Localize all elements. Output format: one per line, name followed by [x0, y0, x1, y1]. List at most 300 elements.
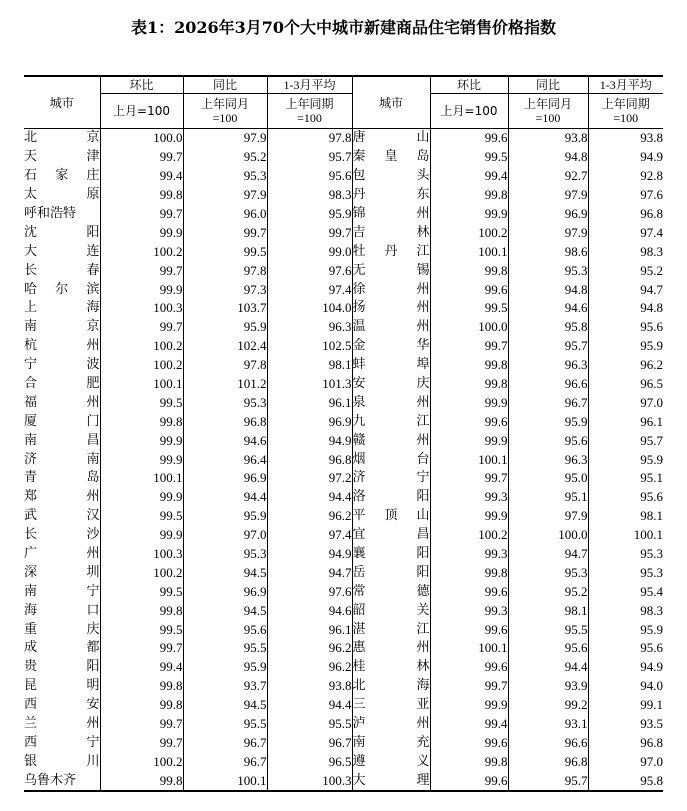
- city-name: [24, 261, 100, 280]
- table-row: [24, 450, 663, 469]
- value-mom: 100.2: [100, 752, 183, 771]
- city-label: 南 宁: [24, 583, 100, 599]
- city-name: [24, 356, 100, 375]
- value-avg: 94.9: [267, 431, 352, 450]
- value-avg: 95.5: [267, 715, 352, 734]
- value-yoy: 98.6: [508, 242, 588, 261]
- value-avg: 100.1: [588, 526, 663, 545]
- city-label: 呼和浩特: [24, 206, 77, 221]
- city-name: [352, 582, 430, 601]
- value-mom: 99.5: [100, 620, 183, 639]
- city-name: [352, 658, 430, 677]
- table-row: [24, 242, 663, 261]
- value-mom: 99.3: [430, 601, 508, 620]
- city-label: 徐 州: [352, 281, 430, 297]
- table-row: [24, 601, 663, 620]
- value-mom: 99.4: [430, 715, 508, 734]
- value-mom: 99.9: [100, 488, 183, 507]
- header-mom-right: 环比: [430, 76, 508, 94]
- city-label: 重 庆: [24, 621, 100, 637]
- table-row: [24, 696, 663, 715]
- city-label: 襄 阳: [352, 546, 430, 562]
- value-avg: 96.8: [267, 450, 352, 469]
- value-avg: 96.5: [267, 752, 352, 771]
- city-name: [352, 280, 430, 299]
- city-name: [24, 186, 100, 205]
- value-mom: 99.5: [100, 507, 183, 526]
- value-yoy: 96.7: [508, 393, 588, 412]
- value-mom: 99.8: [100, 601, 183, 620]
- city-label: 扬 州: [352, 300, 430, 316]
- city-name: [24, 582, 100, 601]
- table-row: [24, 205, 663, 224]
- city-label: 银 川: [24, 753, 100, 769]
- value-yoy: 95.2: [183, 148, 267, 167]
- value-avg: 100.3: [267, 771, 352, 791]
- value-mom: 100.2: [100, 356, 183, 375]
- table-row: [24, 488, 663, 507]
- table-row: [24, 431, 663, 450]
- city-name: [24, 337, 100, 356]
- value-mom: 99.9: [100, 280, 183, 299]
- value-yoy: 95.9: [183, 318, 267, 337]
- value-avg: 104.0: [267, 299, 352, 318]
- table-row: [24, 677, 663, 696]
- value-mom: 100.0: [430, 318, 508, 337]
- city-name: [352, 242, 430, 261]
- city-name: [352, 223, 430, 242]
- value-yoy: 95.3: [508, 261, 588, 280]
- value-avg: 95.2: [588, 261, 663, 280]
- table-row: [24, 337, 663, 356]
- city-name: [352, 261, 430, 280]
- city-label: 常 德: [352, 583, 430, 599]
- table-row: [24, 507, 663, 526]
- value-yoy: 95.6: [183, 620, 267, 639]
- city-name: [24, 563, 100, 582]
- table-row: [24, 356, 663, 375]
- city-label: 韶 关: [352, 602, 430, 618]
- table-title: 表1：2026年3月70个大中城市新建商品住宅销售价格指数: [130, 18, 557, 37]
- value-yoy: 93.9: [508, 677, 588, 696]
- value-yoy: 96.9: [508, 205, 588, 224]
- value-mom: 99.7: [430, 469, 508, 488]
- city-name: [24, 469, 100, 488]
- value-yoy: 95.3: [183, 167, 267, 186]
- value-mom: 99.9: [430, 393, 508, 412]
- city-name: [352, 563, 430, 582]
- city-label: 长 春: [24, 262, 100, 278]
- value-yoy: 100.1: [183, 771, 267, 791]
- value-avg: 96.5: [588, 375, 663, 394]
- city-label: 宁 波: [24, 357, 100, 373]
- value-mom: 100.3: [100, 299, 183, 318]
- price-index-table: [24, 75, 663, 792]
- table-row: [24, 752, 663, 771]
- value-yoy: 99.2: [508, 696, 588, 715]
- value-avg: 95.6: [588, 639, 663, 658]
- city-label: 青 岛: [24, 470, 100, 486]
- city-label: 赣 州: [352, 432, 430, 448]
- value-mom: 100.2: [100, 242, 183, 261]
- value-mom: 99.6: [430, 412, 508, 431]
- value-avg: 95.6: [588, 488, 663, 507]
- value-yoy: 97.9: [508, 223, 588, 242]
- city-name: [352, 526, 430, 545]
- value-avg: 96.1: [267, 620, 352, 639]
- header-yoy-base-right: 上年同月 =100: [508, 94, 588, 129]
- value-mom: 100.2: [100, 337, 183, 356]
- table-row: [24, 223, 663, 242]
- city-label: 北 京: [24, 130, 100, 146]
- city-label: 贵 阳: [24, 659, 100, 675]
- value-mom: 99.7: [100, 205, 183, 224]
- value-yoy: 95.7: [508, 337, 588, 356]
- value-avg: 99.0: [267, 242, 352, 261]
- city-name: [352, 752, 430, 771]
- value-yoy: 95.6: [508, 639, 588, 658]
- city-label: 大 连: [24, 243, 100, 259]
- city-name: [352, 186, 430, 205]
- table-row: [24, 148, 663, 167]
- city-name: [352, 450, 430, 469]
- value-mom: 99.5: [100, 582, 183, 601]
- value-mom: 100.0: [100, 129, 183, 148]
- city-label: 郑 州: [24, 489, 100, 505]
- value-avg: 94.8: [588, 299, 663, 318]
- city-label: 武 汉: [24, 508, 100, 524]
- value-yoy: 100.0: [508, 526, 588, 545]
- value-avg: 95.9: [588, 337, 663, 356]
- city-label: 成 都: [24, 640, 100, 656]
- value-avg: 95.3: [588, 563, 663, 582]
- header-yoy-left: 同比: [183, 76, 267, 94]
- value-avg: 95.7: [267, 148, 352, 167]
- value-mom: 100.2: [100, 563, 183, 582]
- value-mom: 99.5: [430, 148, 508, 167]
- value-avg: 97.6: [588, 186, 663, 205]
- value-mom: 99.9: [100, 431, 183, 450]
- city-name: [24, 393, 100, 412]
- value-mom: 99.6: [430, 620, 508, 639]
- value-mom: 99.6: [430, 771, 508, 791]
- value-avg: 95.3: [588, 545, 663, 564]
- value-avg: 95.6: [267, 167, 352, 186]
- city-label: 惠 州: [352, 640, 430, 656]
- value-mom: 99.9: [430, 431, 508, 450]
- value-yoy: 96.8: [508, 752, 588, 771]
- city-name: [352, 696, 430, 715]
- header-yoy-base-left: 上年同月 =100: [183, 94, 267, 129]
- city-name: [352, 639, 430, 658]
- value-yoy: 103.7: [183, 299, 267, 318]
- value-avg: 98.1: [588, 507, 663, 526]
- value-avg: 99.7: [267, 223, 352, 242]
- value-mom: 99.7: [100, 148, 183, 167]
- city-name: [24, 450, 100, 469]
- header-yoy-right: 同比: [508, 76, 588, 94]
- city-name: [352, 677, 430, 696]
- value-avg: 94.4: [267, 696, 352, 715]
- value-mom: 99.6: [430, 280, 508, 299]
- table-row: [24, 318, 663, 337]
- city-label: 深 圳: [24, 564, 100, 580]
- city-name: [24, 167, 100, 186]
- city-name: [24, 129, 100, 148]
- value-avg: 97.4: [267, 526, 352, 545]
- value-yoy: 95.3: [508, 563, 588, 582]
- city-label: 上 海: [24, 300, 100, 316]
- value-yoy: 94.6: [183, 431, 267, 450]
- value-avg: 96.1: [267, 393, 352, 412]
- value-yoy: 92.7: [508, 167, 588, 186]
- value-yoy: 96.7: [183, 752, 267, 771]
- value-yoy: 96.4: [183, 450, 267, 469]
- city-name: [352, 488, 430, 507]
- table-row: [24, 412, 663, 431]
- value-avg: 98.3: [267, 186, 352, 205]
- value-yoy: 101.2: [183, 375, 267, 394]
- value-yoy: 102.4: [183, 337, 267, 356]
- city-label: 长 沙: [24, 527, 100, 543]
- value-yoy: 94.5: [183, 601, 267, 620]
- table-row: [24, 469, 663, 488]
- city-label: 宜 昌: [352, 527, 430, 543]
- city-label: 烟 台: [352, 451, 430, 467]
- table-row: [24, 280, 663, 299]
- city-label: 湛 江: [352, 621, 430, 637]
- value-yoy: 95.9: [183, 507, 267, 526]
- value-mom: 100.1: [430, 242, 508, 261]
- city-name: [24, 242, 100, 261]
- city-name: [24, 696, 100, 715]
- value-avg: 97.2: [267, 469, 352, 488]
- value-avg: 94.4: [267, 488, 352, 507]
- value-yoy: 95.2: [508, 582, 588, 601]
- value-avg: 102.5: [267, 337, 352, 356]
- city-label: 泉 州: [352, 394, 430, 410]
- city-label: 蚌 埠: [352, 357, 430, 373]
- city-label: 厦 门: [24, 413, 100, 429]
- table-row: [24, 620, 663, 639]
- city-label: 三 亚: [352, 697, 430, 713]
- city-label: 九 江: [352, 413, 430, 429]
- city-label: 遵 义: [352, 753, 430, 769]
- city-label: 平 顶 山: [352, 508, 430, 524]
- header-mom-base-left: 上月=100: [100, 94, 183, 129]
- city-name: [24, 771, 100, 791]
- city-label: 广 州: [24, 546, 100, 562]
- header-city-right: 城市: [352, 76, 430, 129]
- value-mom: 99.8: [430, 752, 508, 771]
- value-mom: 99.8: [430, 563, 508, 582]
- value-avg: 96.2: [267, 507, 352, 526]
- city-name: [352, 734, 430, 753]
- city-name: [352, 601, 430, 620]
- value-avg: 96.8: [588, 205, 663, 224]
- value-avg: 96.7: [267, 734, 352, 753]
- city-name: [24, 488, 100, 507]
- value-yoy: 97.9: [508, 507, 588, 526]
- city-label: 太 原: [24, 187, 100, 203]
- value-mom: 100.1: [100, 375, 183, 394]
- city-name: [24, 734, 100, 753]
- value-yoy: 97.9: [183, 186, 267, 205]
- value-avg: 97.6: [267, 261, 352, 280]
- value-yoy: 97.8: [183, 261, 267, 280]
- table-row: [24, 715, 663, 734]
- city-label: 济 宁: [352, 470, 430, 486]
- value-yoy: 95.3: [183, 545, 267, 564]
- city-label: 济 南: [24, 451, 100, 467]
- city-name: [24, 205, 100, 224]
- value-yoy: 94.4: [183, 488, 267, 507]
- value-mom: 99.4: [100, 167, 183, 186]
- value-avg: 94.9: [588, 148, 663, 167]
- value-mom: 99.4: [100, 658, 183, 677]
- city-label: 无 锡: [352, 262, 430, 278]
- value-mom: 100.1: [100, 469, 183, 488]
- table-row: [24, 771, 663, 791]
- city-label: 南 昌: [24, 432, 100, 448]
- city-name: [24, 658, 100, 677]
- value-mom: 99.8: [100, 771, 183, 791]
- city-label: 杭 州: [24, 338, 100, 354]
- city-label: 南 京: [24, 319, 100, 335]
- value-avg: 98.1: [267, 356, 352, 375]
- value-avg: 94.7: [267, 563, 352, 582]
- value-avg: 97.0: [588, 752, 663, 771]
- value-yoy: 96.3: [508, 450, 588, 469]
- value-mom: 99.7: [100, 734, 183, 753]
- city-name: [24, 601, 100, 620]
- header-avg-base-left: 上年同期 =100: [267, 94, 352, 129]
- value-avg: 96.8: [588, 734, 663, 753]
- value-yoy: 97.3: [183, 280, 267, 299]
- city-label: 乌鲁木齐: [24, 772, 77, 788]
- value-avg: 94.0: [588, 677, 663, 696]
- table-row: [24, 167, 663, 186]
- table-row: [24, 526, 663, 545]
- value-mom: 100.1: [430, 450, 508, 469]
- value-mom: 99.8: [430, 356, 508, 375]
- value-mom: 99.8: [100, 412, 183, 431]
- value-yoy: 94.5: [183, 563, 267, 582]
- city-label: 西 安: [24, 697, 100, 713]
- city-name: [24, 148, 100, 167]
- city-label: 岳 阳: [352, 564, 430, 580]
- value-yoy: 99.5: [183, 242, 267, 261]
- city-name: [24, 318, 100, 337]
- value-avg: 96.1: [588, 412, 663, 431]
- value-avg: 94.9: [267, 545, 352, 564]
- value-avg: 96.3: [267, 318, 352, 337]
- value-avg: 95.8: [588, 771, 663, 791]
- value-mom: 100.1: [430, 639, 508, 658]
- value-yoy: 96.6: [508, 734, 588, 753]
- city-name: [352, 337, 430, 356]
- value-avg: 95.6: [588, 318, 663, 337]
- city-label: 包 头: [352, 168, 430, 184]
- city-name: [352, 431, 430, 450]
- city-name: [352, 412, 430, 431]
- value-avg: 95.9: [588, 450, 663, 469]
- table-row: [24, 563, 663, 582]
- value-yoy: 96.7: [183, 734, 267, 753]
- city-name: [24, 620, 100, 639]
- value-yoy: 97.9: [183, 129, 267, 148]
- header-avg-base-right: 上年同期 =100: [588, 94, 663, 129]
- value-avg: 95.4: [588, 582, 663, 601]
- city-label: 温 州: [352, 319, 430, 335]
- city-name: [352, 620, 430, 639]
- city-label: 秦 皇 岛: [352, 149, 430, 165]
- table-row: [24, 186, 663, 205]
- city-name: [24, 375, 100, 394]
- value-yoy: 96.6: [508, 375, 588, 394]
- value-mom: 99.7: [430, 677, 508, 696]
- city-label: 沈 阳: [24, 224, 100, 240]
- value-avg: 96.2: [267, 658, 352, 677]
- value-mom: 99.5: [100, 393, 183, 412]
- city-label: 海 口: [24, 602, 100, 618]
- value-yoy: 97.8: [183, 356, 267, 375]
- value-avg: 93.8: [267, 677, 352, 696]
- header-avg-left: 1-3月平均: [267, 76, 352, 94]
- value-mom: 99.8: [100, 677, 183, 696]
- header-city-left: 城市: [24, 76, 100, 129]
- city-label: 安 庆: [352, 376, 430, 392]
- value-avg: 96.2: [267, 639, 352, 658]
- city-name: [352, 375, 430, 394]
- city-name: [24, 526, 100, 545]
- value-yoy: 96.8: [183, 412, 267, 431]
- value-avg: 101.3: [267, 375, 352, 394]
- value-yoy: 95.9: [508, 412, 588, 431]
- value-mom: 99.8: [430, 261, 508, 280]
- city-label: 洛 阳: [352, 489, 430, 505]
- city-name: [352, 205, 430, 224]
- table-row: [24, 375, 663, 394]
- value-avg: 97.6: [267, 582, 352, 601]
- value-yoy: 94.5: [183, 696, 267, 715]
- table-row: [24, 261, 663, 280]
- city-name: [24, 639, 100, 658]
- value-avg: 95.1: [588, 469, 663, 488]
- value-yoy: 93.1: [508, 715, 588, 734]
- value-mom: 99.7: [100, 261, 183, 280]
- value-yoy: 95.0: [508, 469, 588, 488]
- value-yoy: 96.3: [508, 356, 588, 375]
- city-name: [352, 469, 430, 488]
- value-yoy: 95.7: [508, 771, 588, 791]
- city-label: 西 宁: [24, 734, 100, 750]
- value-mom: 99.8: [100, 186, 183, 205]
- city-name: [24, 545, 100, 564]
- value-avg: 95.9: [267, 205, 352, 224]
- city-label: 福 州: [24, 394, 100, 410]
- value-avg: 94.7: [588, 280, 663, 299]
- city-name: [24, 752, 100, 771]
- city-name: [24, 431, 100, 450]
- city-label: 锦 州: [352, 206, 430, 221]
- city-name: [352, 318, 430, 337]
- value-avg: 97.4: [267, 280, 352, 299]
- header-avg-right: 1-3月平均: [588, 76, 663, 94]
- city-name: [352, 393, 430, 412]
- value-mom: 99.9: [430, 696, 508, 715]
- value-mom: 99.8: [100, 696, 183, 715]
